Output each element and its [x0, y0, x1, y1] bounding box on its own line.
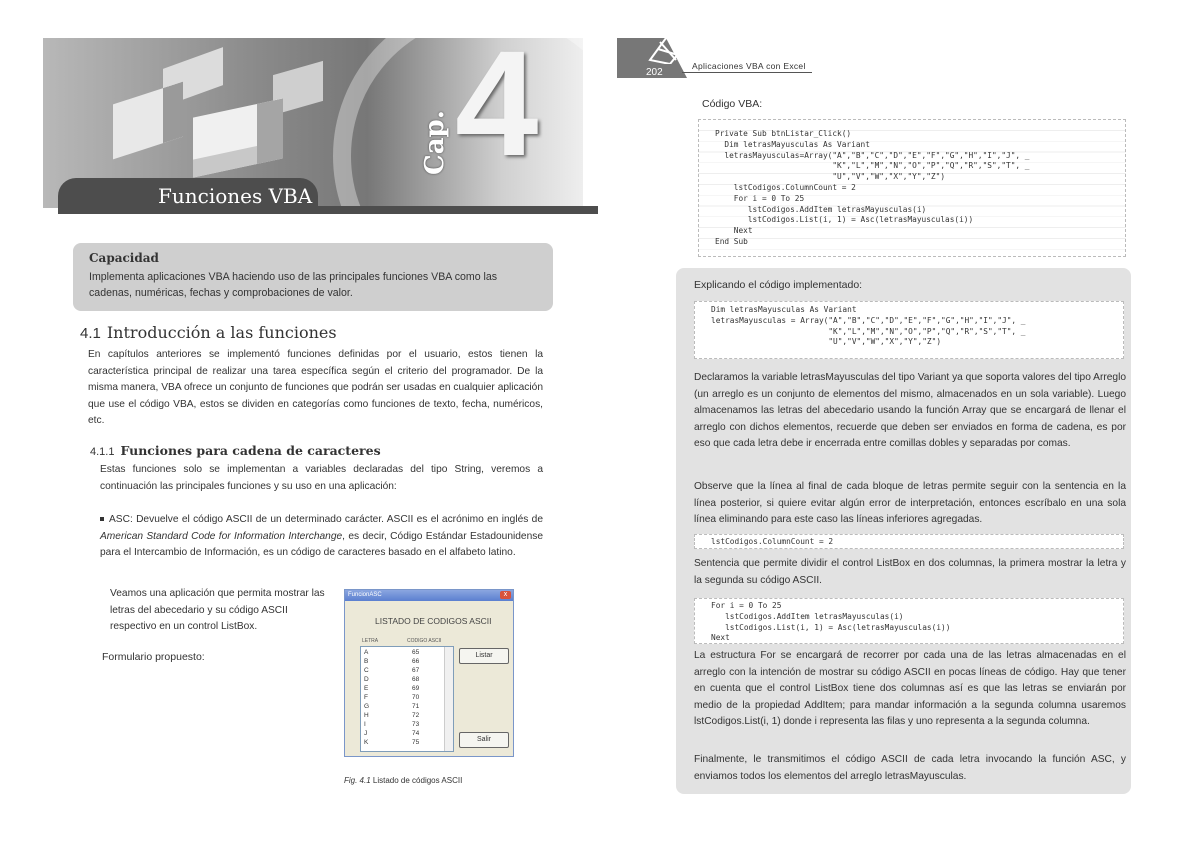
list-item-codigo: 70	[412, 694, 420, 701]
asc-bullet-item	[100, 512, 543, 562]
subsection-number: 4.1.1	[90, 446, 115, 458]
list-item-codigo: 69	[412, 685, 420, 692]
list-item[interactable]	[364, 739, 444, 747]
list-item-letra: B	[364, 658, 369, 665]
figure-caption-number: Fig. 4.1	[344, 776, 371, 785]
list-item-letra: J	[364, 730, 368, 737]
subsection-title: Funciones para cadena de caracteres	[120, 443, 381, 458]
list-item-letra: K	[364, 739, 369, 746]
list-item[interactable]	[364, 685, 444, 693]
salir-button[interactable]: Salir	[459, 732, 509, 748]
finalmente-paragraph: Finalmente, le transmitimos el código ASCII de cada letra invocando la función ASC, y enviamos todos los elementos del arreglo letrasMayusculas.	[694, 754, 1126, 782]
section-number: 4.1	[80, 325, 101, 342]
observe-paragraph: Observe que la línea al final de cada bloque de letras permite seguir con la sentencia en la línea posterior, si quiere evitar algún error de interpretación, entonces escríbalo en una sola línea eliminando para este caso las líneas inferiores agregadas.	[694, 481, 1126, 525]
explicando-label: Explicando el código implementado:	[694, 279, 863, 291]
asc-text-italic: American Standard Code for Information Interchange	[100, 530, 343, 542]
list-item[interactable]	[364, 721, 444, 729]
code-block-array: Dim letrasMayusculas As Variant letrasMayusculas = Array("A","B","C","D","E","F","G","H","I","J", _ "K","L","M","N","O","P","Q","R","S","T", _ "U","V","W","X","Y","Z")	[694, 301, 1124, 359]
asc-text-part1: ASC: Devuelve el código ASCII de un determinado carácter. ASCII es el acrónimo en inglés de	[109, 514, 543, 525]
window-heading: LISTADO DE CODIGOS ASCII	[375, 616, 492, 626]
list-item-codigo: 72	[412, 712, 420, 719]
estructura-paragraph: La estructura For se encargará de recorrer por cada una de las letras almacenadas en el arreglo con la intención de mostrar su código ASCII en pocas líneas de código. Hay que tener en cuenta que el control ListBox tiene dos columnas así es que las letras se enviarán por medio de la propiedad AddItem; para mandar información a la segunda columna usaremos lstCodigos.List(i, 1) donde i representa las filas y uno representa a la segunda columna.	[694, 650, 1126, 727]
chapter-title: Funciones VBA	[158, 184, 313, 208]
list-item-codigo: 74	[412, 730, 420, 737]
declaramos-paragraph: Declaramos la variable letrasMayusculas del tipo Variant ya que soporta valores del tipo Arreglo (un arreglo es un conjunto de elementos del mismo, almacenados en un sola variable). Luego almacenamos las letras del abecedario usando la función Array que se encargará de llenar el arreglo con dichos elementos, recuerde que deben ser enviados en forma de cadena, es por eso que cada letra debe ir encerrada entre comillas dobles y separadas por comas.	[694, 372, 1126, 449]
list-item[interactable]	[364, 658, 444, 666]
list-item-letra: E	[364, 685, 369, 692]
subsection-paragraph: Estas funciones solo se implementan a variables declaradas del tipo String, veremos a continuación las principales funciones y su uso en una aplicación:	[100, 464, 543, 492]
banner-cube	[193, 98, 283, 177]
subsection-heading	[90, 443, 381, 458]
code-block-main: Private Sub btnListar_Click() Dim letrasMayusculas As Variant letrasMayusculas=Array("A","B","C","D","E","F","G","H","I","J", _ "K","L","M","N","O","P","Q","R","S","T", _ "U","V","W","X","Y","Z") lstCodigos.ColumnCount = 2 For i = 0 To 25 lstCodigos.AddItem letrasMayusculas(i) lstCodigos.List(i, 1) = Asc(letrasMayusculas(i)) Next End Sub	[698, 119, 1126, 257]
running-header: Aplicaciones VBA con Excel	[692, 61, 806, 71]
list-item[interactable]	[364, 730, 444, 738]
page-number: 202	[646, 67, 663, 78]
list-item-codigo: 68	[412, 676, 420, 683]
close-icon[interactable]: x	[500, 591, 511, 599]
list-item-letra: C	[364, 667, 369, 674]
formulario-label: Formulario propuesto:	[102, 651, 205, 663]
veamos-paragraph: Veamos una aplicación que permita mostrar las letras del abecedario y su código ASCII respectivo en un control ListBox.	[110, 588, 325, 632]
figure-caption	[344, 776, 462, 785]
capacidad-text: Implementa aplicaciones VBA haciendo uso de las principales funciones VBA como las cadenas, numéricas, fechas y comprobaciones de valor.	[89, 271, 498, 299]
sentencia-paragraph: Sentencia que permite dividir el control ListBox en dos columnas, la primera mostrar la letra y la segunda su código ASCII.	[694, 558, 1126, 586]
list-item[interactable]	[364, 676, 444, 684]
section-heading	[80, 323, 337, 342]
bullet-icon	[100, 517, 104, 521]
chapter-number: 4	[455, 19, 539, 187]
list-item-codigo: 66	[412, 658, 420, 665]
figure-caption-text: Listado de códigos ASCII	[370, 776, 463, 785]
listar-button[interactable]: Listar	[459, 648, 509, 664]
chapter-label: Cap.	[420, 110, 450, 175]
list-item[interactable]	[364, 712, 444, 720]
asc-text-part2: , es decir, Código Estándar Estadounidense para el Intercambio de Información, es un código de caracteres basado en el alfabeto latino.	[100, 530, 544, 558]
list-item-codigo: 67	[412, 667, 420, 674]
window-titlebar	[345, 590, 513, 601]
list-item-letra: D	[364, 676, 369, 683]
title-strip	[58, 206, 598, 214]
list-item[interactable]	[364, 694, 444, 702]
list-item-letra: G	[364, 703, 370, 710]
list-item-codigo: 73	[412, 721, 420, 728]
capacidad-heading: Capacidad	[89, 251, 159, 265]
intro-paragraph: En capítulos anteriores se implementó funciones definidas por el usuario, estos tienen la característica principal de realizar una tarea específica según el criterio del programador. De la misma manera, VBA ofrece un conjunto de funciones que podrán ser usadas en cualquier aplicación que use el código VBA, estos se dividen en categorías como funciones de texto, fecha, numéricos, etc.	[88, 349, 543, 426]
code-block-for: For i = 0 To 25 lstCodigos.AddItem letrasMayusculas(i) lstCodigos.List(i, 1) = Asc(letrasMayusculas(i)) Next	[694, 598, 1124, 644]
header-grid-icon	[646, 34, 692, 64]
banner-cube	[113, 82, 183, 160]
list-item-codigo: 65	[412, 649, 420, 656]
list-item-codigo: 75	[412, 739, 420, 746]
window-title: FuncionASC	[348, 592, 382, 598]
chapter-title-bar	[58, 178, 318, 214]
list-item-letra: I	[364, 721, 366, 728]
list-item[interactable]	[364, 667, 444, 675]
list-item[interactable]	[364, 649, 444, 657]
listbox-scrollbar[interactable]	[444, 647, 453, 751]
code-block-columncount: lstCodigos.ColumnCount = 2	[694, 534, 1124, 549]
section-title: Introducción a las funciones	[106, 323, 337, 342]
capacidad-box	[73, 243, 553, 311]
list-item-letra: H	[364, 712, 369, 719]
list-item[interactable]	[364, 703, 444, 711]
list-item-codigo: 71	[412, 703, 420, 710]
column-header-codigo: CODIGO ASCII	[407, 638, 442, 644]
codigos-listbox[interactable]	[360, 646, 454, 752]
codigo-vba-label: Código VBA:	[702, 98, 763, 110]
column-header-letra: LETRA	[362, 638, 379, 644]
list-item-letra: F	[364, 694, 368, 701]
list-item-letra: A	[364, 649, 369, 656]
vba-form-window	[344, 589, 514, 757]
header-rule	[682, 72, 812, 73]
